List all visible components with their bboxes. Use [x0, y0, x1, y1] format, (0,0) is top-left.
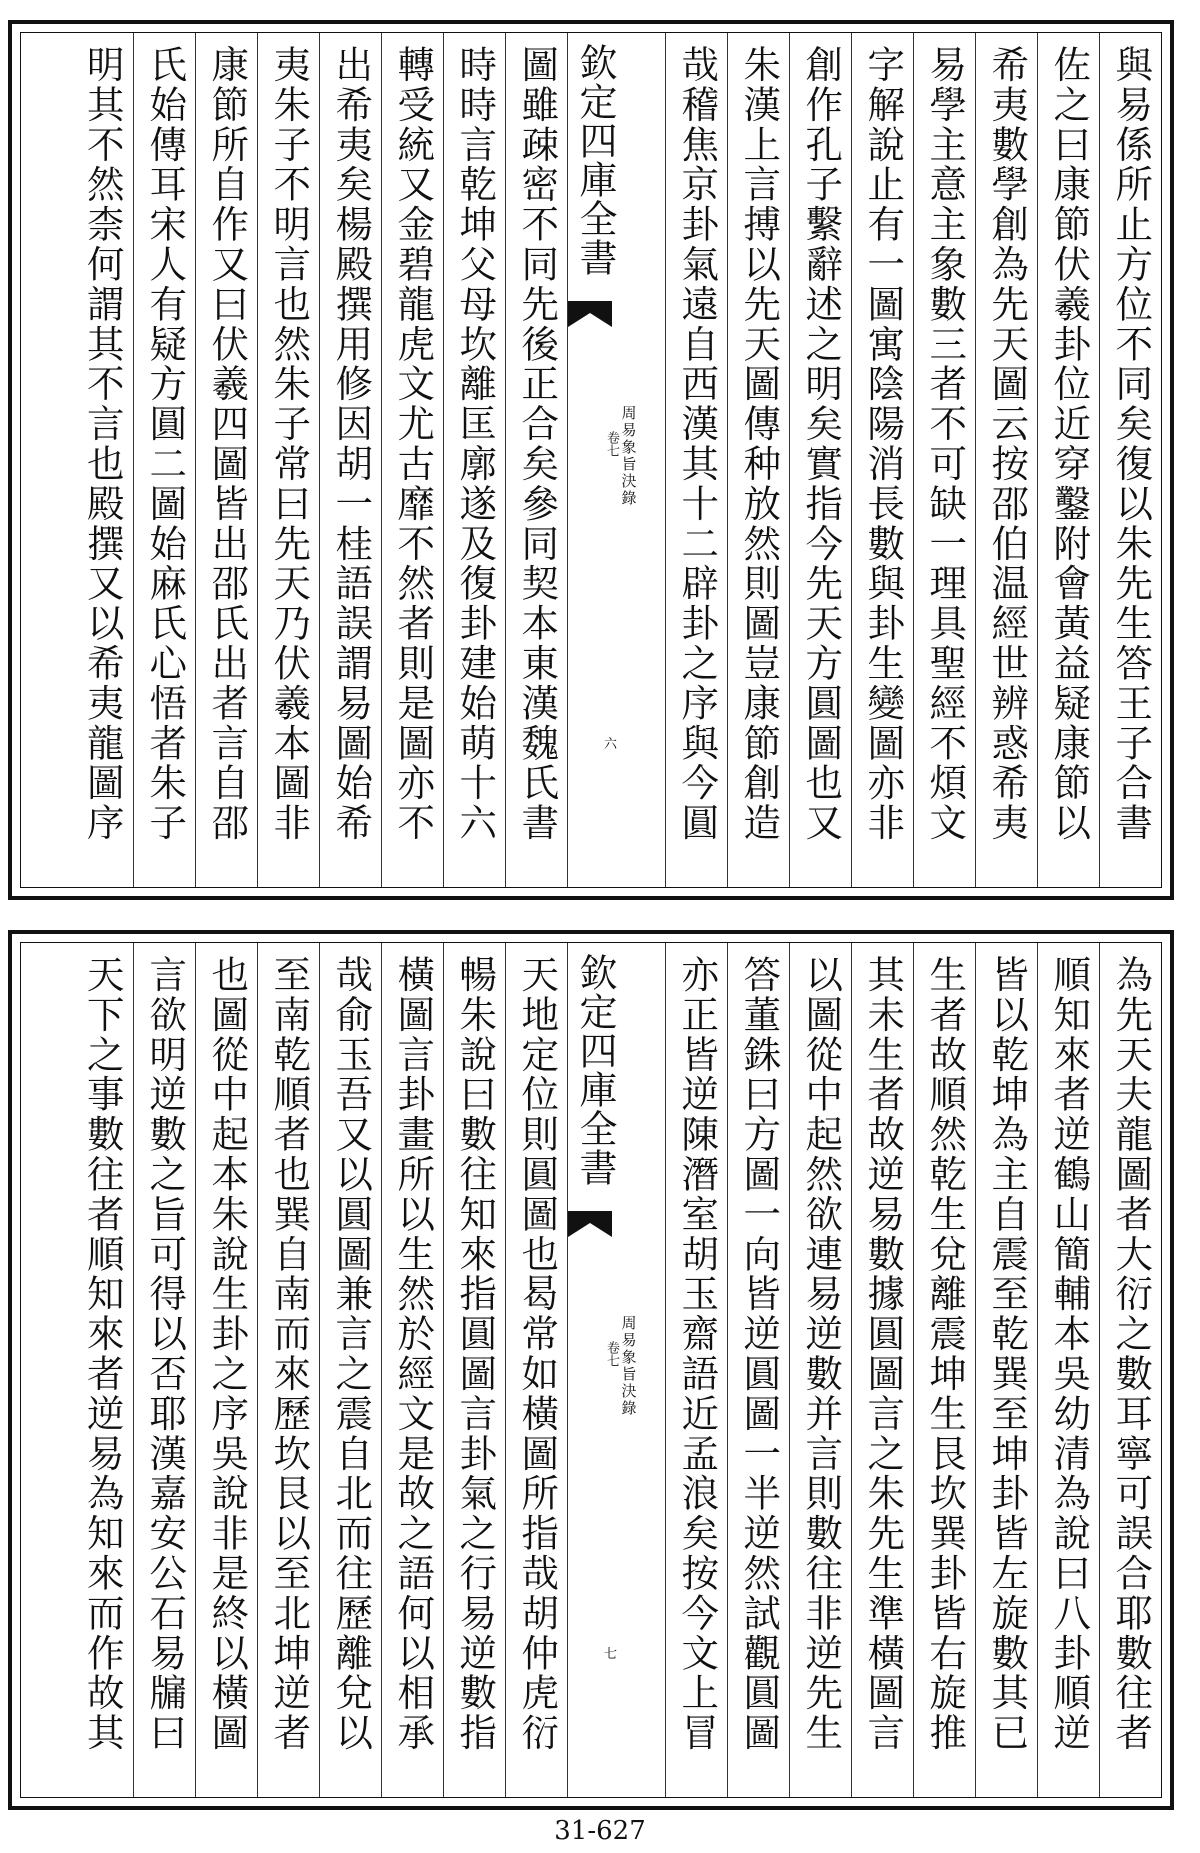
column-text: 佐之曰康節伏羲卦位近穿鑿附會黃益疑康節以	[1047, 45, 1092, 843]
text-column	[851, 943, 913, 1797]
text-column	[505, 943, 567, 1797]
column-text: 出希夷矣楊殿撰用修因胡一桂語誤謂易圖始希	[329, 45, 374, 843]
text-column	[505, 33, 567, 887]
column-text: 言欲明逆數之旨可得以否耶漢嘉安公石易牖曰	[143, 955, 188, 1753]
column-text: 時時言乾坤父母坎離匡廓遂及復卦建始萌十六	[453, 45, 498, 843]
text-column	[727, 943, 789, 1797]
text-column	[851, 33, 913, 887]
text-column	[1099, 943, 1161, 1797]
column-text: 至南乾順者也巽自南而來歷坎艮以至北坤逆者	[267, 955, 312, 1753]
column-text: 轉受統又金碧龍虎文尤古靡不然者則是圖亦不	[391, 45, 436, 843]
center-fold	[567, 33, 665, 887]
column-text: 與易係所止方位不同矣復以朱先生答王子合書	[1109, 45, 1154, 843]
column-text: 其未生者故逆易數據圓圖言之朱先生準橫圖言	[861, 955, 906, 1753]
page-number: 六	[604, 737, 618, 752]
library-title: 欽定四庫全書	[573, 43, 617, 277]
text-column	[665, 33, 727, 887]
text-column	[1037, 33, 1099, 887]
column-text: 創作孔子繫辭述之明矣實指今先天方圓圖也又	[799, 45, 844, 843]
text-column	[443, 943, 505, 1797]
text-column	[913, 943, 975, 1797]
column-text: 朱漢上言搏以先天圖傳种放然則圖豈康節創造	[737, 45, 782, 843]
text-column	[195, 33, 257, 887]
text-column	[789, 33, 851, 887]
column-text: 橫圖言卦畫所以生然於經文是故之語何以相承	[391, 955, 436, 1753]
text-column	[789, 943, 851, 1797]
column-text: 生者故順然乾生兌離震坤生艮坎巽卦皆右旋推	[923, 955, 968, 1753]
column-text: 氏始傳耳宋人有疑方圓二圖始麻氏心悟者朱子	[143, 45, 188, 843]
top-page-frame	[20, 32, 1162, 888]
column-text: 易學主意主象數三者不可缺一理具聖經不煩文	[923, 45, 968, 843]
column-text: 圖雖疎密不同先後正合矣參同契本東漢魏氏書	[515, 45, 560, 843]
text-column	[257, 943, 319, 1797]
library-title: 欽定四庫全書	[573, 953, 617, 1187]
column-text: 答董銖曰方圖一向皆逆圓圖一半逆然試觀圓圖	[737, 955, 782, 1753]
fishtail-mark-icon	[568, 301, 612, 345]
column-text: 天下之事數往者順知來者逆易為知來而作故其	[80, 955, 125, 1753]
column-text: 哉俞玉吾又以圓圖兼言之震自北而往歷離兌以	[329, 955, 374, 1753]
text-column	[1037, 943, 1099, 1797]
volume-label: 卷七	[604, 1341, 619, 1367]
page-number: 七	[604, 1647, 618, 1662]
column-text: 順知來者逆鶴山簡輔本吳幼清為說曰八卦順逆	[1047, 955, 1092, 1753]
text-column	[665, 943, 727, 1797]
column-text: 亦正皆逆陳潛室胡玉齋語近孟浪矣按今文上冒	[675, 955, 720, 1753]
text-column	[133, 943, 195, 1797]
column-text: 夷朱子不明言也然朱子常曰先天乃伏羲本圖非	[267, 45, 312, 843]
top-page	[8, 20, 1174, 900]
fishtail-mark-icon	[568, 1211, 612, 1255]
text-column	[443, 33, 505, 887]
text-column	[975, 943, 1037, 1797]
text-column	[195, 943, 257, 1797]
text-column	[319, 943, 381, 1797]
column-text: 字解說止有一圖寓陰陽消長數與卦生變圖亦非	[861, 45, 906, 843]
column-text: 暢朱說曰數往知來指圓圖言卦氣之行易逆數指	[453, 955, 498, 1753]
text-column	[71, 33, 133, 887]
bottom-page	[8, 930, 1174, 1810]
bottom-page-frame	[20, 942, 1162, 1798]
folio-number: 31-627	[554, 1816, 646, 1846]
column-text: 皆以乾坤為主自震至乾巽至坤卦皆左旋數其已	[985, 955, 1030, 1753]
column-text: 天地定位則圓圖也曷常如橫圖所指哉胡仲虎衍	[515, 955, 560, 1753]
text-column	[319, 33, 381, 887]
text-column	[1099, 33, 1161, 887]
column-text: 以圖從中起然欲連易逆數并言則數往非逆先生	[799, 955, 844, 1753]
center-fold	[567, 943, 665, 1797]
text-column	[913, 33, 975, 887]
column-text: 明其不然柰何謂其不言也殿撰又以希夷龍圖序	[80, 45, 125, 843]
text-column	[71, 943, 133, 1797]
column-text: 希夷數學創為先天圖云按邵伯温經世辨惑希夷	[985, 45, 1030, 843]
text-column	[727, 33, 789, 887]
text-column	[381, 33, 443, 887]
text-column	[975, 33, 1037, 887]
text-column	[133, 33, 195, 887]
column-text: 康節所自作又曰伏羲四圖皆出邵氏出者言自邵	[205, 45, 250, 843]
column-text: 也圖從中起本朱說生卦之序吳說非是終以橫圖	[205, 955, 250, 1753]
column-text: 為先天夫龍圖者大衍之數耳寧可誤合耶數往者	[1109, 955, 1154, 1753]
volume-label: 卷七	[604, 431, 619, 457]
column-text: 哉稽焦京卦氣遠自西漢其十二辟卦之序與今圓	[675, 45, 720, 843]
book-title: 周易象旨決錄	[619, 405, 638, 507]
book-title: 周易象旨決錄	[619, 1315, 638, 1417]
text-column	[381, 943, 443, 1797]
text-column	[257, 33, 319, 887]
